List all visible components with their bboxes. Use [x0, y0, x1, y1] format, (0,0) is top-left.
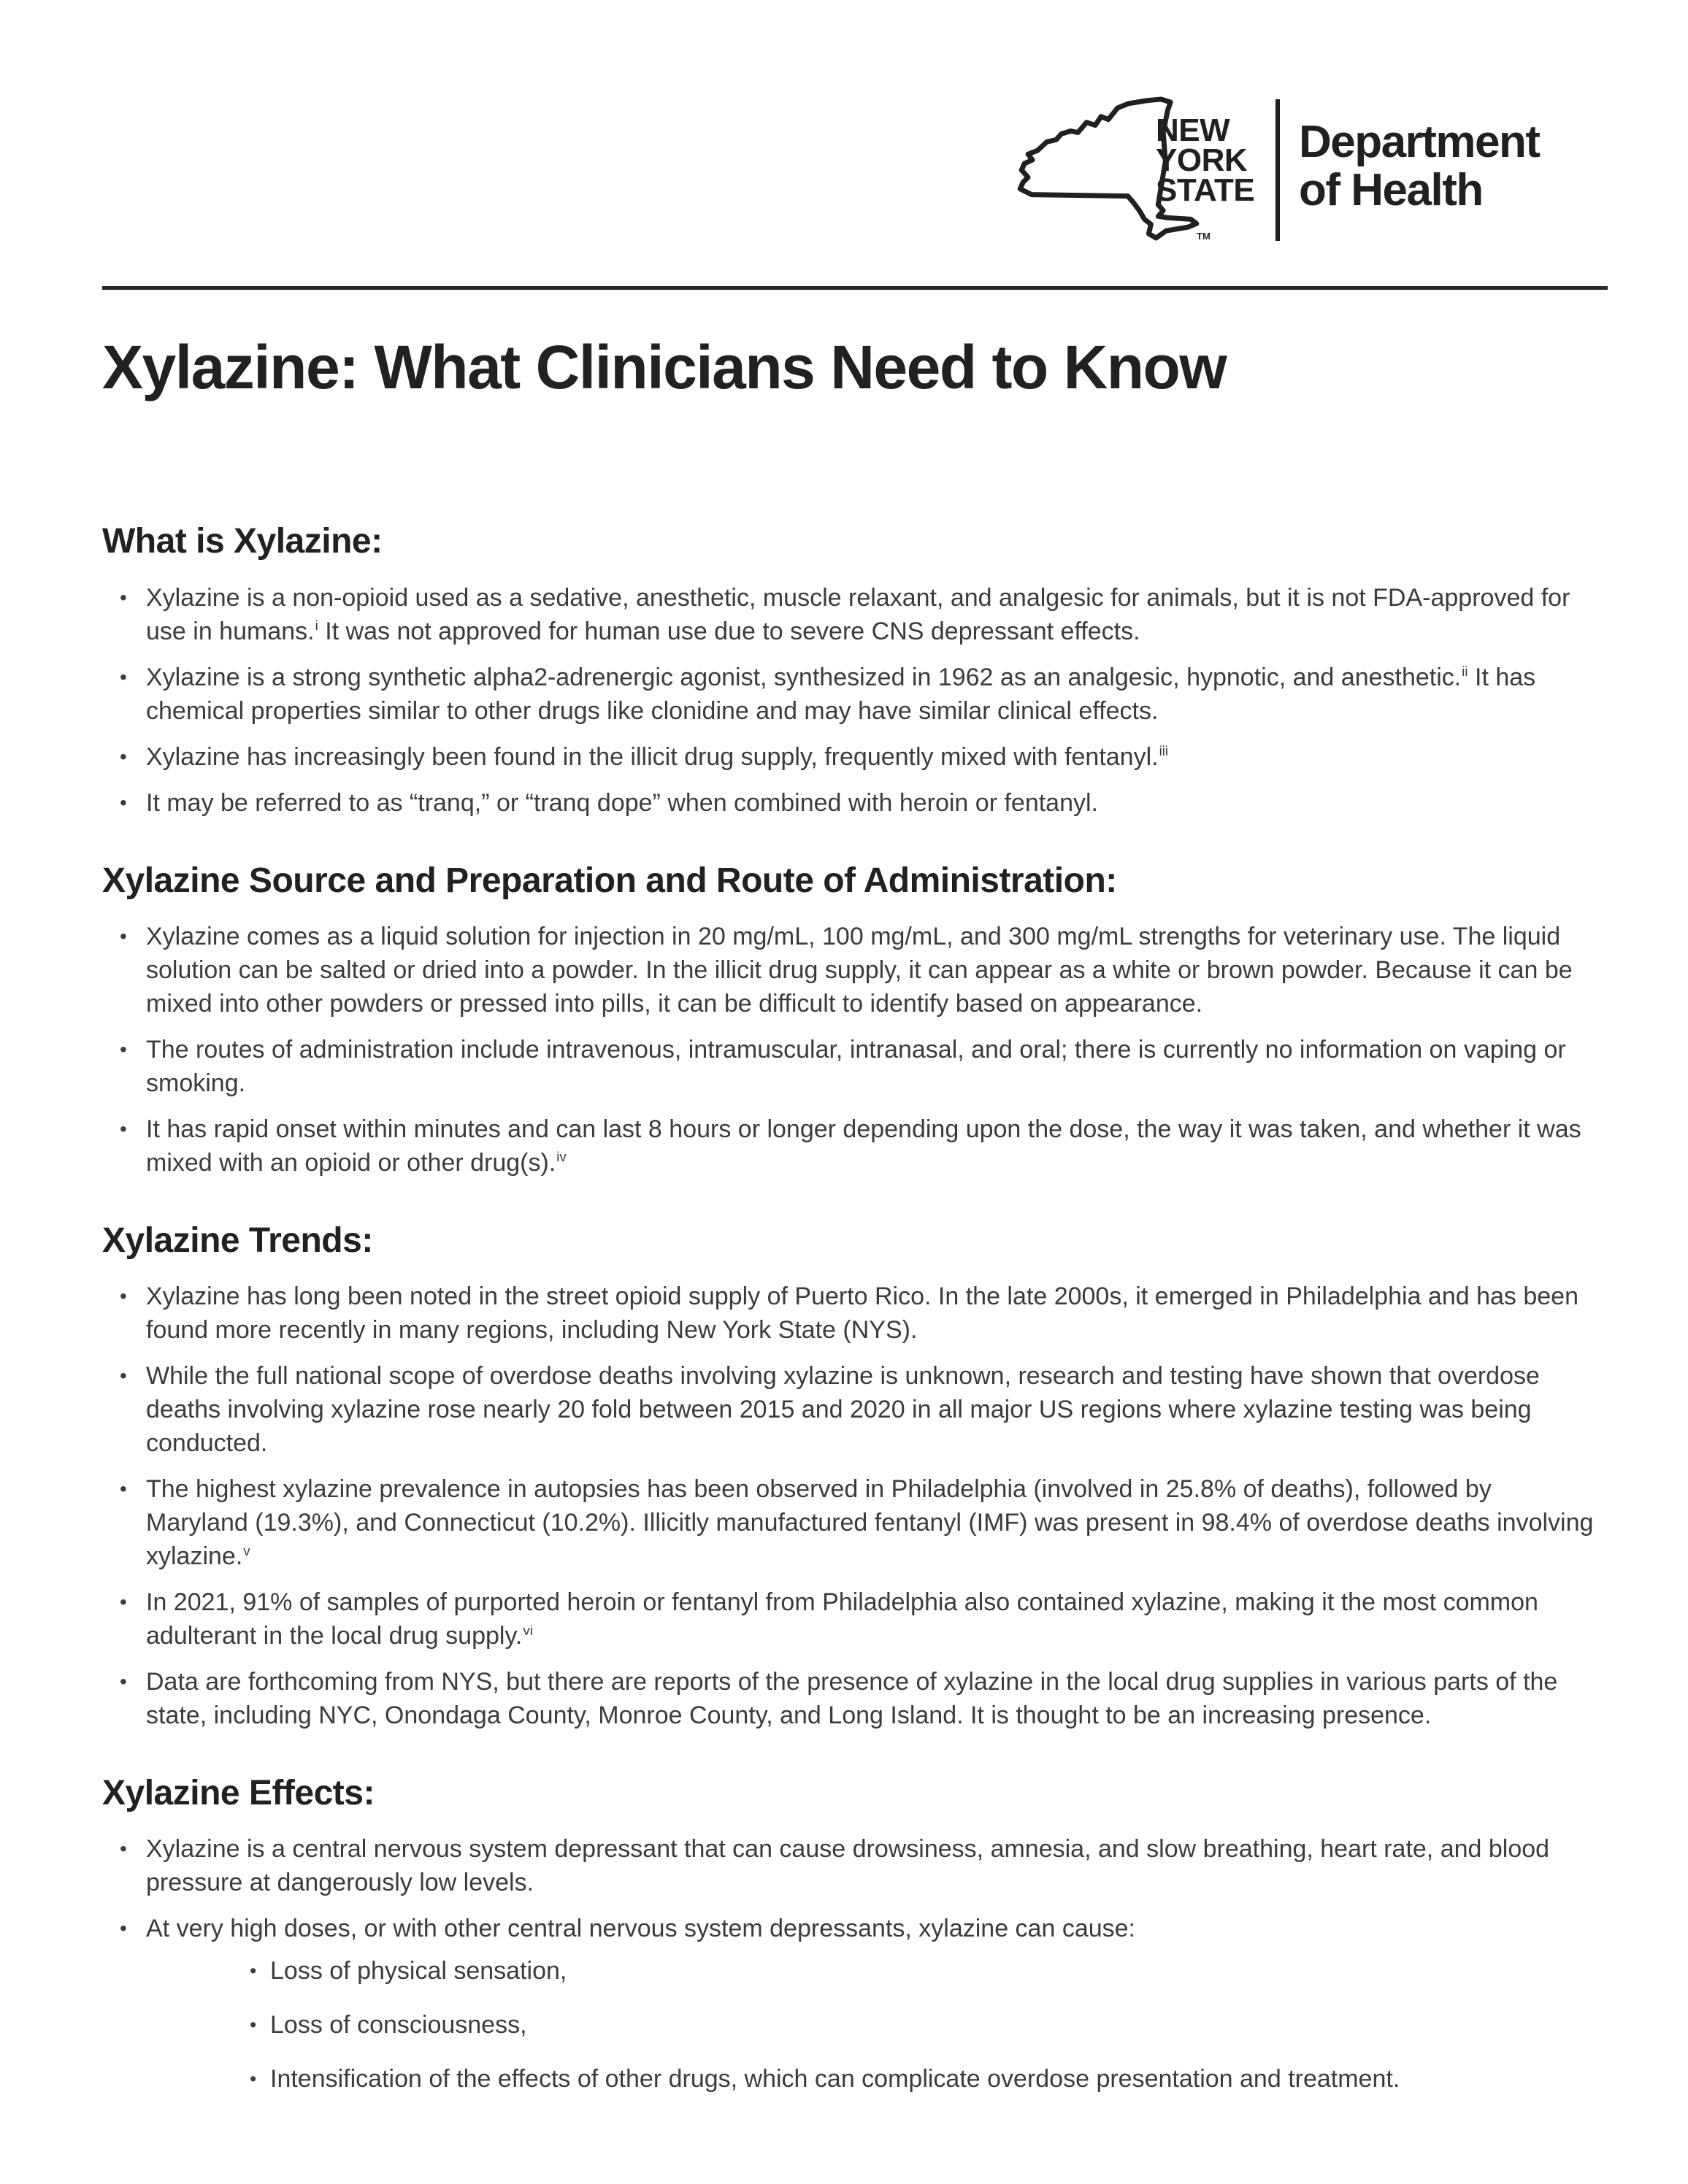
bullet-text: The highest xylazine prevalence in autopsies has been observed in Philadelphia (involved in 25.8% of deaths), followed by Maryland (19.3%), and Connecticut (10.2%). Illicitly manufactured fentanyl (IMF) was present in 98.4% of overdose deaths involving xylazine.: [146, 1474, 1594, 1570]
section-effects: [102, 1773, 1608, 2096]
bullet-item: [102, 1832, 1599, 1899]
bullet-item: [102, 661, 1599, 728]
bullet-item: [102, 920, 1599, 1020]
trademark-mark: TM: [1197, 231, 1211, 242]
page-title: Xylazine: What Clinicians Need to Know: [102, 333, 1227, 401]
footnote-ref: iii: [1159, 743, 1169, 759]
logo-word-of-health: of Health: [1299, 165, 1483, 215]
bullet-item: [102, 1665, 1599, 1732]
bullet-text: It has rapid onset within minutes and can last 8 hours or longer depending upon the dose, the way it was taken, and whether it was mixed with an opioid or other drug(s).: [146, 1115, 1581, 1177]
sub-bullet-item: [146, 2062, 1599, 2096]
bullet-text: The routes of administration include intravenous, intramuscular, intranasal, and oral; there is currently no information on vaping or smoking.: [146, 1035, 1566, 1097]
sub-bullet-list: [146, 1954, 1599, 2096]
bullet-text: Xylazine is a strong synthetic alpha2-adrenergic agonist, synthesized in 1962 as an analgesic, hypnotic, and anesthetic.: [146, 663, 1462, 691]
section-trends: [102, 1220, 1608, 1732]
logo-word-department: Department: [1299, 117, 1540, 167]
logo-state-words: [1156, 112, 1255, 208]
bullet-item: [102, 581, 1599, 648]
bullet-text: Xylazine is a non-opioid used as a sedative, anesthetic, muscle relaxant, and analgesic for animals, but it is not FDA-approved for use in humans.: [146, 583, 1570, 645]
section-source-preparation-route: [102, 861, 1608, 1180]
footnote-ref: i: [315, 618, 318, 634]
bullet-list: [102, 1280, 1608, 1732]
bullet-item: [102, 1912, 1599, 2096]
bullet-text: Xylazine has increasingly been found in the illicit drug supply, frequently mixed with fentanyl.: [146, 742, 1159, 771]
bullet-item: [102, 1033, 1599, 1100]
header: [102, 93, 1608, 247]
bullet-item: [102, 1280, 1599, 1347]
bullet-item: [102, 1359, 1599, 1460]
section-heading: Xylazine Trends:: [102, 1220, 373, 1260]
section-what-is-xylazine: [102, 521, 1608, 819]
bullet-text: Data are forthcoming from NYS, but there are reports of the presence of xylazine in the local drug supplies in various parts of the state, including NYC, Onondaga County, Monroe County, and Long Island. It is thought to be an increasing presence.: [146, 1667, 1558, 1729]
logo-word-new: NEW: [1156, 112, 1230, 148]
bullet-list: [102, 920, 1608, 1180]
footnote-ref: ii: [1462, 664, 1468, 680]
bullet-item: [102, 1472, 1599, 1573]
bullet-text: Xylazine is a central nervous system depressant that can cause drowsiness, amnesia, and slow breathing, heart rate, and blood pressure at dangerously low levels.: [146, 1835, 1550, 1897]
bullet-text: At very high doses, or with other central nervous system depressants, xylazine can cause:: [146, 1915, 1135, 1943]
bullet-item: [102, 786, 1599, 820]
bullet-item: [102, 1585, 1599, 1653]
sub-bullet-text: Loss of consciousness,: [270, 2011, 527, 2039]
bullet-text: While the full national scope of overdose deaths involving xylazine is unknown, research and testing have shown that overdose deaths involving xylazine rose nearly 20 fold between 2015 and 2020 in all major US regions where xylazine testing was being conducted.: [146, 1361, 1540, 1457]
footnote-ref: iv: [556, 1149, 567, 1165]
bullet-item: [102, 740, 1599, 774]
nys-doh-logo: [1013, 93, 1608, 247]
sub-bullet-item: [146, 2008, 1599, 2042]
bullet-text: It has chemical properties similar to other drugs like clonidine and may have similar clinical effects.: [146, 663, 1536, 725]
section-heading: Xylazine Effects:: [102, 1773, 375, 1812]
bullet-list: [102, 1832, 1608, 2096]
bullet-text: It was not approved for human use due to severe CNS depressant effects.: [318, 617, 1140, 645]
header-rule: [102, 286, 1608, 290]
bullet-text: In 2021, 91% of samples of purported heroin or fentanyl from Philadelphia also contained xylazine, making it the most common adulterant in the local drug supply.: [146, 1588, 1538, 1650]
logo-divider: [1275, 99, 1280, 241]
sub-bullet-text: Intensification of the effects of other drugs, which can complicate overdose presentation and treatment.: [270, 2065, 1400, 2093]
bullet-text: Xylazine comes as a liquid solution for injection in 20 mg/mL, 100 mg/mL, and 300 mg/mL strengths for veterinary use. The liquid solution can be salted or dried into a powder. In the illicit drug supply, it can appear as a white or brown powder. Because it can be mixed into other powders or pressed into pills, it can be difficult to identify based on appearance.: [146, 922, 1573, 1018]
section-heading: What is Xylazine:: [102, 522, 383, 561]
section-heading: Xylazine Source and Preparation and Route of Administration:: [102, 861, 1117, 900]
footnote-ref: vi: [523, 1622, 533, 1638]
bullet-text: It may be referred to as “tranq,” or “tranq dope” when combined with heroin or fentanyl.: [146, 788, 1098, 817]
logo-word-york: YORK: [1156, 142, 1248, 178]
logo-word-state: STATE: [1156, 172, 1255, 208]
bullet-item: [102, 1112, 1599, 1180]
footnote-ref: v: [243, 1542, 250, 1558]
bullet-list: [102, 581, 1608, 820]
sub-bullet-text: Loss of physical sensation,: [270, 1957, 567, 1985]
logo-department-words: [1299, 118, 1540, 215]
bullet-text: Xylazine has long been noted in the street opioid supply of Puerto Rico. In the late 2000s, it emerged in Philadelphia and has been found more recently in many regions, including New York State (NYS).: [146, 1282, 1578, 1344]
sub-bullet-item: [146, 1954, 1599, 1988]
